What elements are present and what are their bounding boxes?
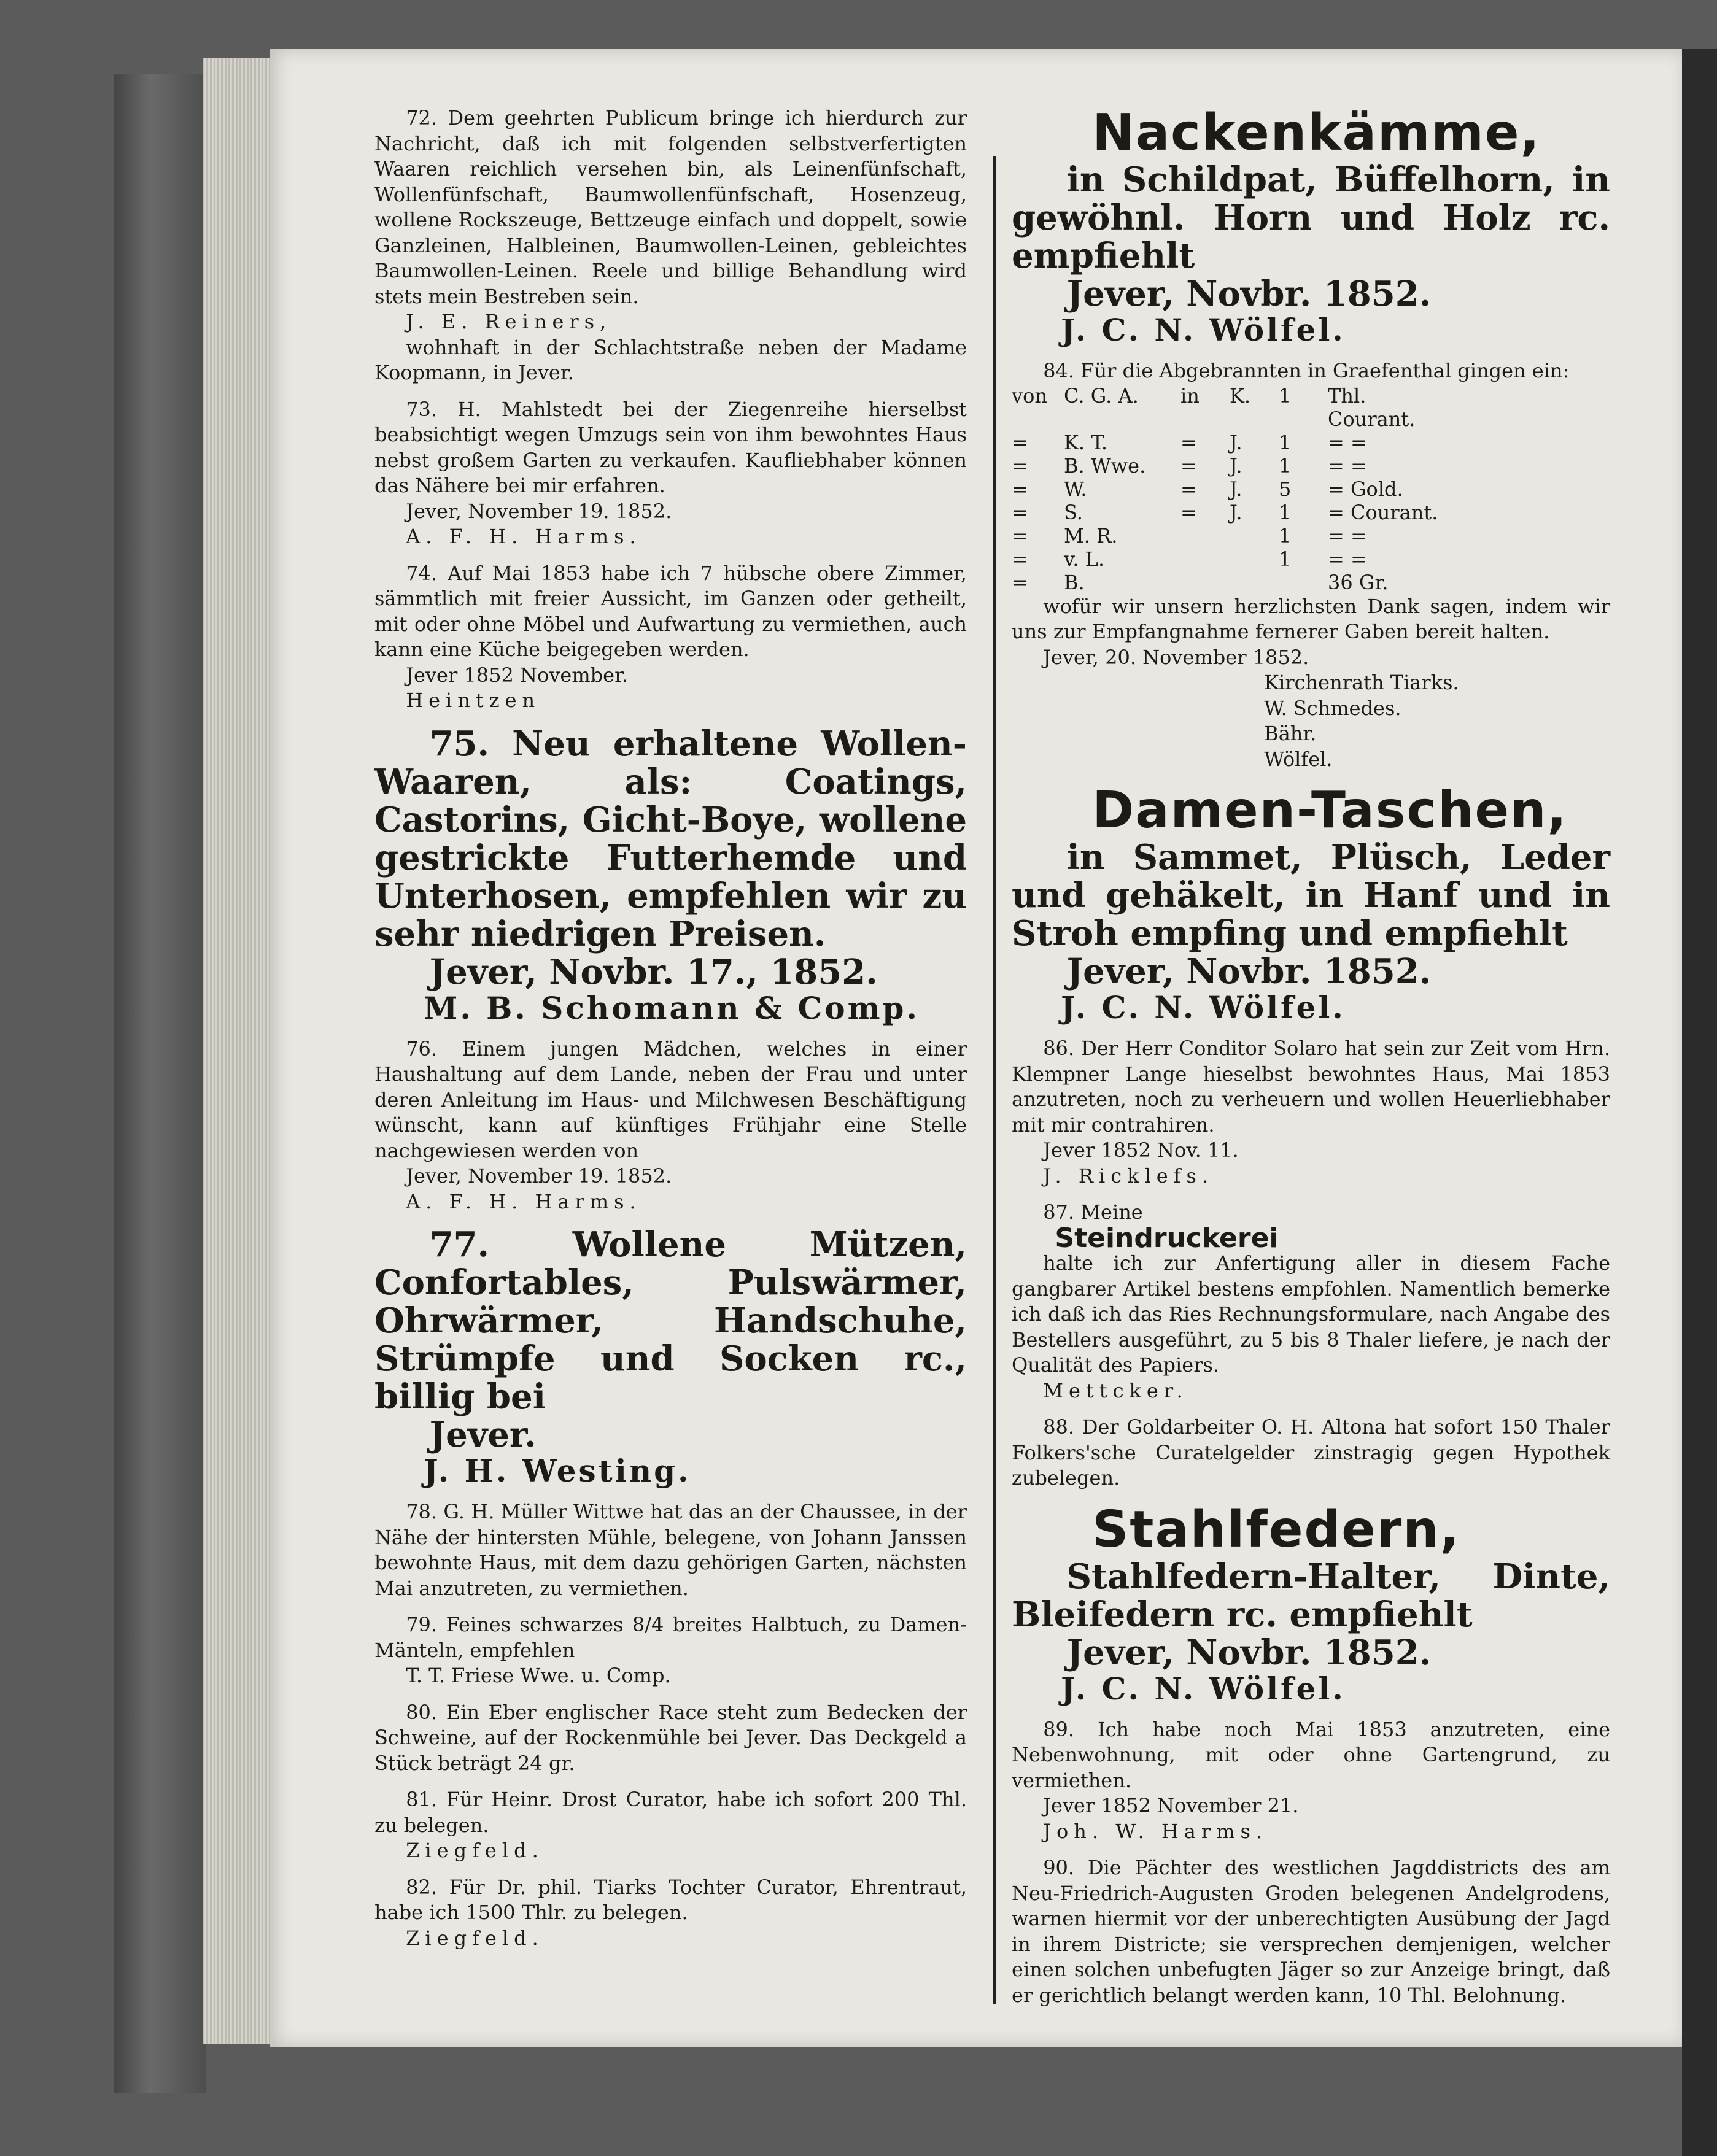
donation-cell: = = [1328, 547, 1367, 571]
donation-row [1012, 501, 1610, 524]
notice-text: 74. Auf Mai 1853 habe ich 7 hübsche obere Zimmer, sämmtlich mit freier Aussicht, im Ganzen oder getheilt, mit oder ohne Möbel und Aufwartung zu vermiethen, auch kann eine Küche beigegeben werden. [374, 561, 967, 661]
notice-74 [374, 561, 967, 714]
donation-cell: B. Wwe. [1064, 454, 1146, 477]
advert-signature: J. C. N. Wölfel. [1061, 989, 1346, 1026]
notice-87 [1012, 1200, 1610, 1404]
donation-cell: = = [1328, 454, 1367, 477]
donation-cell: 1 [1279, 430, 1292, 454]
notice-80 [374, 1700, 967, 1777]
donation-list [1012, 384, 1610, 594]
left-column [374, 106, 967, 1962]
notice-signature: A. F. H. Harms. [406, 525, 641, 548]
notice-date: Jever 1852 November. [406, 663, 629, 687]
notice-76 [374, 1037, 967, 1215]
donation-cell: C. G. A. [1064, 384, 1139, 408]
notice-text: 76. Einem jungen Mädchen, welches in einer Haushaltung auf dem Lande, neben der Frau und unter deren Anleitung im Haus- und Milchwesen Beschäftigung wünscht, kann auf künftiges Frühjahr eine Stelle nachgewiesen werden von [374, 1037, 967, 1162]
notice-signature: Joh. W. Harms. [1043, 1819, 1268, 1843]
notice-77 [374, 1226, 967, 1488]
advert-text: in Sammet, Plüsch, Leder und gehäkelt, in Hanf und in Stroh empfing und empfiehlt [1012, 837, 1610, 954]
signer: W. Schmedes. [1264, 696, 1401, 720]
donation-row [1012, 547, 1610, 571]
notice-signature: A. F. H. Harms. [406, 1189, 641, 1213]
donation-cell: von [1012, 384, 1047, 408]
donation-cell: = [1180, 430, 1197, 454]
advert-signature: J. C. N. Wölfel. [1061, 1670, 1346, 1707]
donation-cell: J. [1230, 430, 1242, 454]
donation-cell: K. T. [1064, 430, 1108, 454]
notice-text: wofür wir unsern herzlichsten Dank sagen, indem wir uns zur Empfangnahme fernerer Gaben bereit halten. [1012, 594, 1610, 643]
donation-row [1012, 571, 1610, 594]
donation-cell: B. [1064, 570, 1085, 594]
donation-cell: = [1180, 454, 1197, 477]
notice-84 [1012, 358, 1610, 772]
notice-90 [1012, 1855, 1610, 2008]
donation-cell [1230, 547, 1279, 571]
notice-subheading: Steindruckerei [1055, 1222, 1279, 1254]
donation-cell: = [1012, 547, 1028, 571]
advert-signature: J. H. Westing. [424, 1453, 691, 1489]
donation-cell [1230, 571, 1279, 594]
donation-cell: 1 [1279, 524, 1292, 547]
notice-date: Jever, November 19. 1852. [406, 1164, 672, 1188]
notice-text: 89. Ich habe noch Mai 1853 anzutreten, eine Nebenwohnung, mit oder ohne Gartengrund, zu vermiethen. [1012, 1717, 1610, 1792]
donation-cell: = [1012, 454, 1028, 477]
donation-cell: 1 [1279, 547, 1292, 571]
notice-signature: J. E. Reiners, [406, 310, 612, 333]
advert-text: 77. Wollene Mützen, Confortables, Pulswärmer, Ohrwärmer, Handschuhe, Strümpfe und Socken rc., billig bei [374, 1224, 967, 1417]
donation-row [1012, 477, 1610, 501]
notice-text: 82. Für Dr. phil. Tiarks Tochter Curator, Ehrentraut, habe ich 1500 Thlr. zu belegen. [374, 1875, 967, 1924]
notice-79 [374, 1612, 967, 1689]
advert-heading: Nackenkämme, [1092, 104, 1541, 162]
notice-address: wohnhaft in der Schlachtstraße neben der Madame Koopmann, in Jever. [374, 335, 967, 384]
notice-89 [1012, 1717, 1610, 1845]
donation-cell: = = [1328, 524, 1367, 547]
notice-signature: J. Ricklefs. [1043, 1164, 1214, 1188]
donation-cell [1180, 571, 1230, 594]
advert-text: 75. Neu erhaltene Wollen-Waaren, als: Coatings, Castorins, Gicht-Boye, wollene gestrickte Futterhemde und Unterhosen, empfehlen wir zu sehr niedrigen Preisen. [374, 723, 967, 954]
notice-date: Jever 1852 November 21. [1043, 1794, 1299, 1817]
advert-stahlfedern [1012, 1502, 1610, 1706]
advert-text: in Schildpat, Büffelhorn, in gewöhnl. Horn und Holz rc. empfiehlt [1012, 160, 1610, 276]
notice-73 [374, 397, 967, 550]
notice-86 [1012, 1036, 1610, 1189]
notice-text: 72. Dem geehrten Publicum bringe ich hierdurch zur Nachricht, daß ich mit folgenden selbstverfertigten Waaren reichlich versehen bin, als Leinenfünfschaft, Wollenfünfschaft, Baumwollenfünfschaft, Hosenzeug, wollene Rockszeuge, Bettzeuge einfach und doppelt, sowie Ganzleinen, Halbleinen, Baumwollen-Leinen, gebleichtes Baumwollen-Leinen. Reele und billige Behandlung wird stets mein Bestreben sein. [374, 106, 967, 308]
donation-cell: = Gold. [1328, 477, 1403, 501]
donation-cell: J. [1230, 477, 1242, 501]
advert-damen-taschen [1012, 783, 1610, 1025]
donation-cell: M. R. [1064, 524, 1118, 547]
advert-date: Jever, Novbr. 1852. [1066, 1632, 1432, 1673]
donation-cell: in [1180, 384, 1200, 408]
notice-text: 86. Der Herr Conditor Solaro hat sein zur Zeit vom Hrn. Klempner Lange hieselbst bewohntes Haus, Mai 1853 anzutreten, noch zu verheuern und wollen Heuerliebhaber mit mir contrahiren. [1012, 1037, 1610, 1137]
notice-signature: Heintzen [406, 689, 541, 712]
advert-place: Jever. [429, 1415, 537, 1455]
notice-date: Jever 1852 Nov. 11. [1043, 1138, 1239, 1162]
donation-cell: = [1180, 500, 1197, 524]
donation-cell: = [1012, 430, 1028, 454]
right-column [1012, 106, 1610, 2019]
donation-cell: Thl. Courant. [1328, 384, 1416, 431]
donation-cell: = [1012, 500, 1028, 524]
donation-cell: = [1012, 570, 1028, 594]
notice-text: 81. Für Heinr. Drost Curator, habe ich sofort 200 Thl. zu belegen. [374, 1788, 967, 1837]
donation-row [1012, 431, 1610, 454]
donation-cell: 1 [1279, 500, 1292, 524]
notice-text: 78. G. H. Müller Wittwe hat das an der Chaussee, in der Nähe der hintersten Mühle, belegene, von Johann Janssen bewohnte Haus, mit dem dazu gehörigen Garten, nächsten Mai anzutreten, zu vermiethen. [374, 1500, 967, 1600]
donation-cell: = [1012, 477, 1028, 501]
signer: Bähr. [1264, 722, 1317, 745]
notice-text: halte ich zur Anfertigung aller in diesem Fache gangbarer Artikel bestens empfohlen. Namentlich bemerke ich daß ich das Ries Rechnungsformulare, nach Angabe des Bestellers ausgeführt, zu 5 bis 8 Thaler liefere, je nach der Qualität des Papiers. [1012, 1251, 1610, 1377]
donation-row [1012, 454, 1610, 477]
notice-text: 88. Der Goldarbeiter O. H. Altona hat sofort 150 Thaler Folkers'sche Curatelgelder zinstragig gegen Hypothek zubelegen. [1012, 1415, 1610, 1489]
advert-signature: M. B. Schomann & Comp. [424, 989, 920, 1026]
notice-78 [374, 1499, 967, 1601]
donation-cell: = [1180, 477, 1197, 501]
donation-cell: W. [1064, 477, 1087, 501]
donation-cell: = Courant. [1328, 500, 1438, 524]
donation-row [1012, 524, 1610, 547]
notice-text: 73. H. Mahlstedt bei der Ziegenreihe hierselbst beabsichtigt wegen Umzugs sein von ihm bewohntes Haus nebst großem Garten zu verkaufen. Kaufliebhaber können das Nähere bei mir erfahren. [374, 397, 967, 497]
advert-signature: J. C. N. Wölfel. [1061, 312, 1346, 348]
advert-date: Jever, Novbr. 1852. [1066, 274, 1432, 314]
donation-cell: J. [1230, 454, 1242, 477]
donation-cell: = [1012, 524, 1028, 547]
donation-cell: K. [1230, 384, 1251, 408]
donation-cell: S. [1064, 500, 1083, 524]
next-page-shadow [1682, 49, 1717, 2156]
notice-date: Jever, November 19. 1852. [406, 499, 672, 523]
notice-signature: T. T. Friese Wwe. u. Comp. [406, 1664, 671, 1687]
page-edges [203, 58, 276, 2044]
notice-82 [374, 1875, 967, 1952]
notice-date: Jever, 20. November 1852. [1043, 645, 1309, 669]
donation-cell: 36 Gr. [1328, 570, 1389, 594]
advert-date: Jever, Novbr. 17., 1852. [429, 951, 878, 992]
advert-heading: Stahlfedern, [1092, 1500, 1460, 1559]
book-spine [114, 74, 206, 2093]
signer: Kirchenrath Tiarks. [1264, 671, 1459, 694]
notice-text: 79. Feines schwarzes 8/4 breites Halbtuch, zu Damen-Mänteln, empfehlen [374, 1613, 967, 1662]
donation-cell: 1 [1279, 384, 1292, 408]
notice-text: 80. Ein Eber englischer Race steht zum Bedecken der Schweine, auf der Rockenmühle bei Jever. Das Deckgeld a Stück beträgt 24 gr. [374, 1700, 967, 1775]
signer: Wölfel. [1264, 747, 1333, 771]
notice-text: 90. Die Pächter des westlichen Jagddistricts des am Neu-Friedrich-Augusten Groden belegenen Andelgrodens, warnen hiermit vor der unberechtigten Ausübung der Jagd in ihrem Districte; sie versprechen demjenigen, welcher einen solchen unbefugten Jäger so zur Anzeige bringt, daß er gerichtlich belangt werden kann, 10 Thl. Belohnung. [1012, 1856, 1610, 2007]
notice-72 [374, 106, 967, 386]
donation-cell [1180, 547, 1230, 571]
column-divider [993, 156, 996, 2004]
advert-heading: Damen-Taschen, [1092, 781, 1568, 840]
donation-cell [1279, 571, 1328, 594]
notice-signature: Ziegfeld. [406, 1926, 544, 1950]
advert-nackenkaemme [1012, 106, 1610, 347]
notice-88 [1012, 1415, 1610, 1491]
signers-list [1233, 670, 1610, 772]
donation-cell: J. [1230, 500, 1242, 524]
donation-cell [1230, 524, 1279, 547]
notice-81 [374, 1787, 967, 1864]
donation-cell: 1 [1279, 454, 1292, 477]
donation-cell: 5 [1279, 477, 1292, 501]
donation-row [1012, 384, 1610, 431]
donation-cell [1180, 524, 1230, 547]
notice-intro: 84. Für die Abgebrannten in Graefenthal gingen ein: [1043, 359, 1570, 382]
advert-date: Jever, Novbr. 1852. [1066, 951, 1432, 992]
notice-signature: Mettcker. [1043, 1378, 1188, 1402]
advert-text: Stahlfedern-Halter, Dinte, Bleifedern rc. empfiehlt [1012, 1556, 1610, 1635]
donation-cell: = = [1328, 430, 1367, 454]
donation-cell: v. L. [1064, 547, 1105, 571]
notice-intro: 87. Meine [1043, 1200, 1143, 1224]
notice-75 [374, 725, 967, 1026]
notice-signature: Ziegfeld. [406, 1839, 544, 1862]
